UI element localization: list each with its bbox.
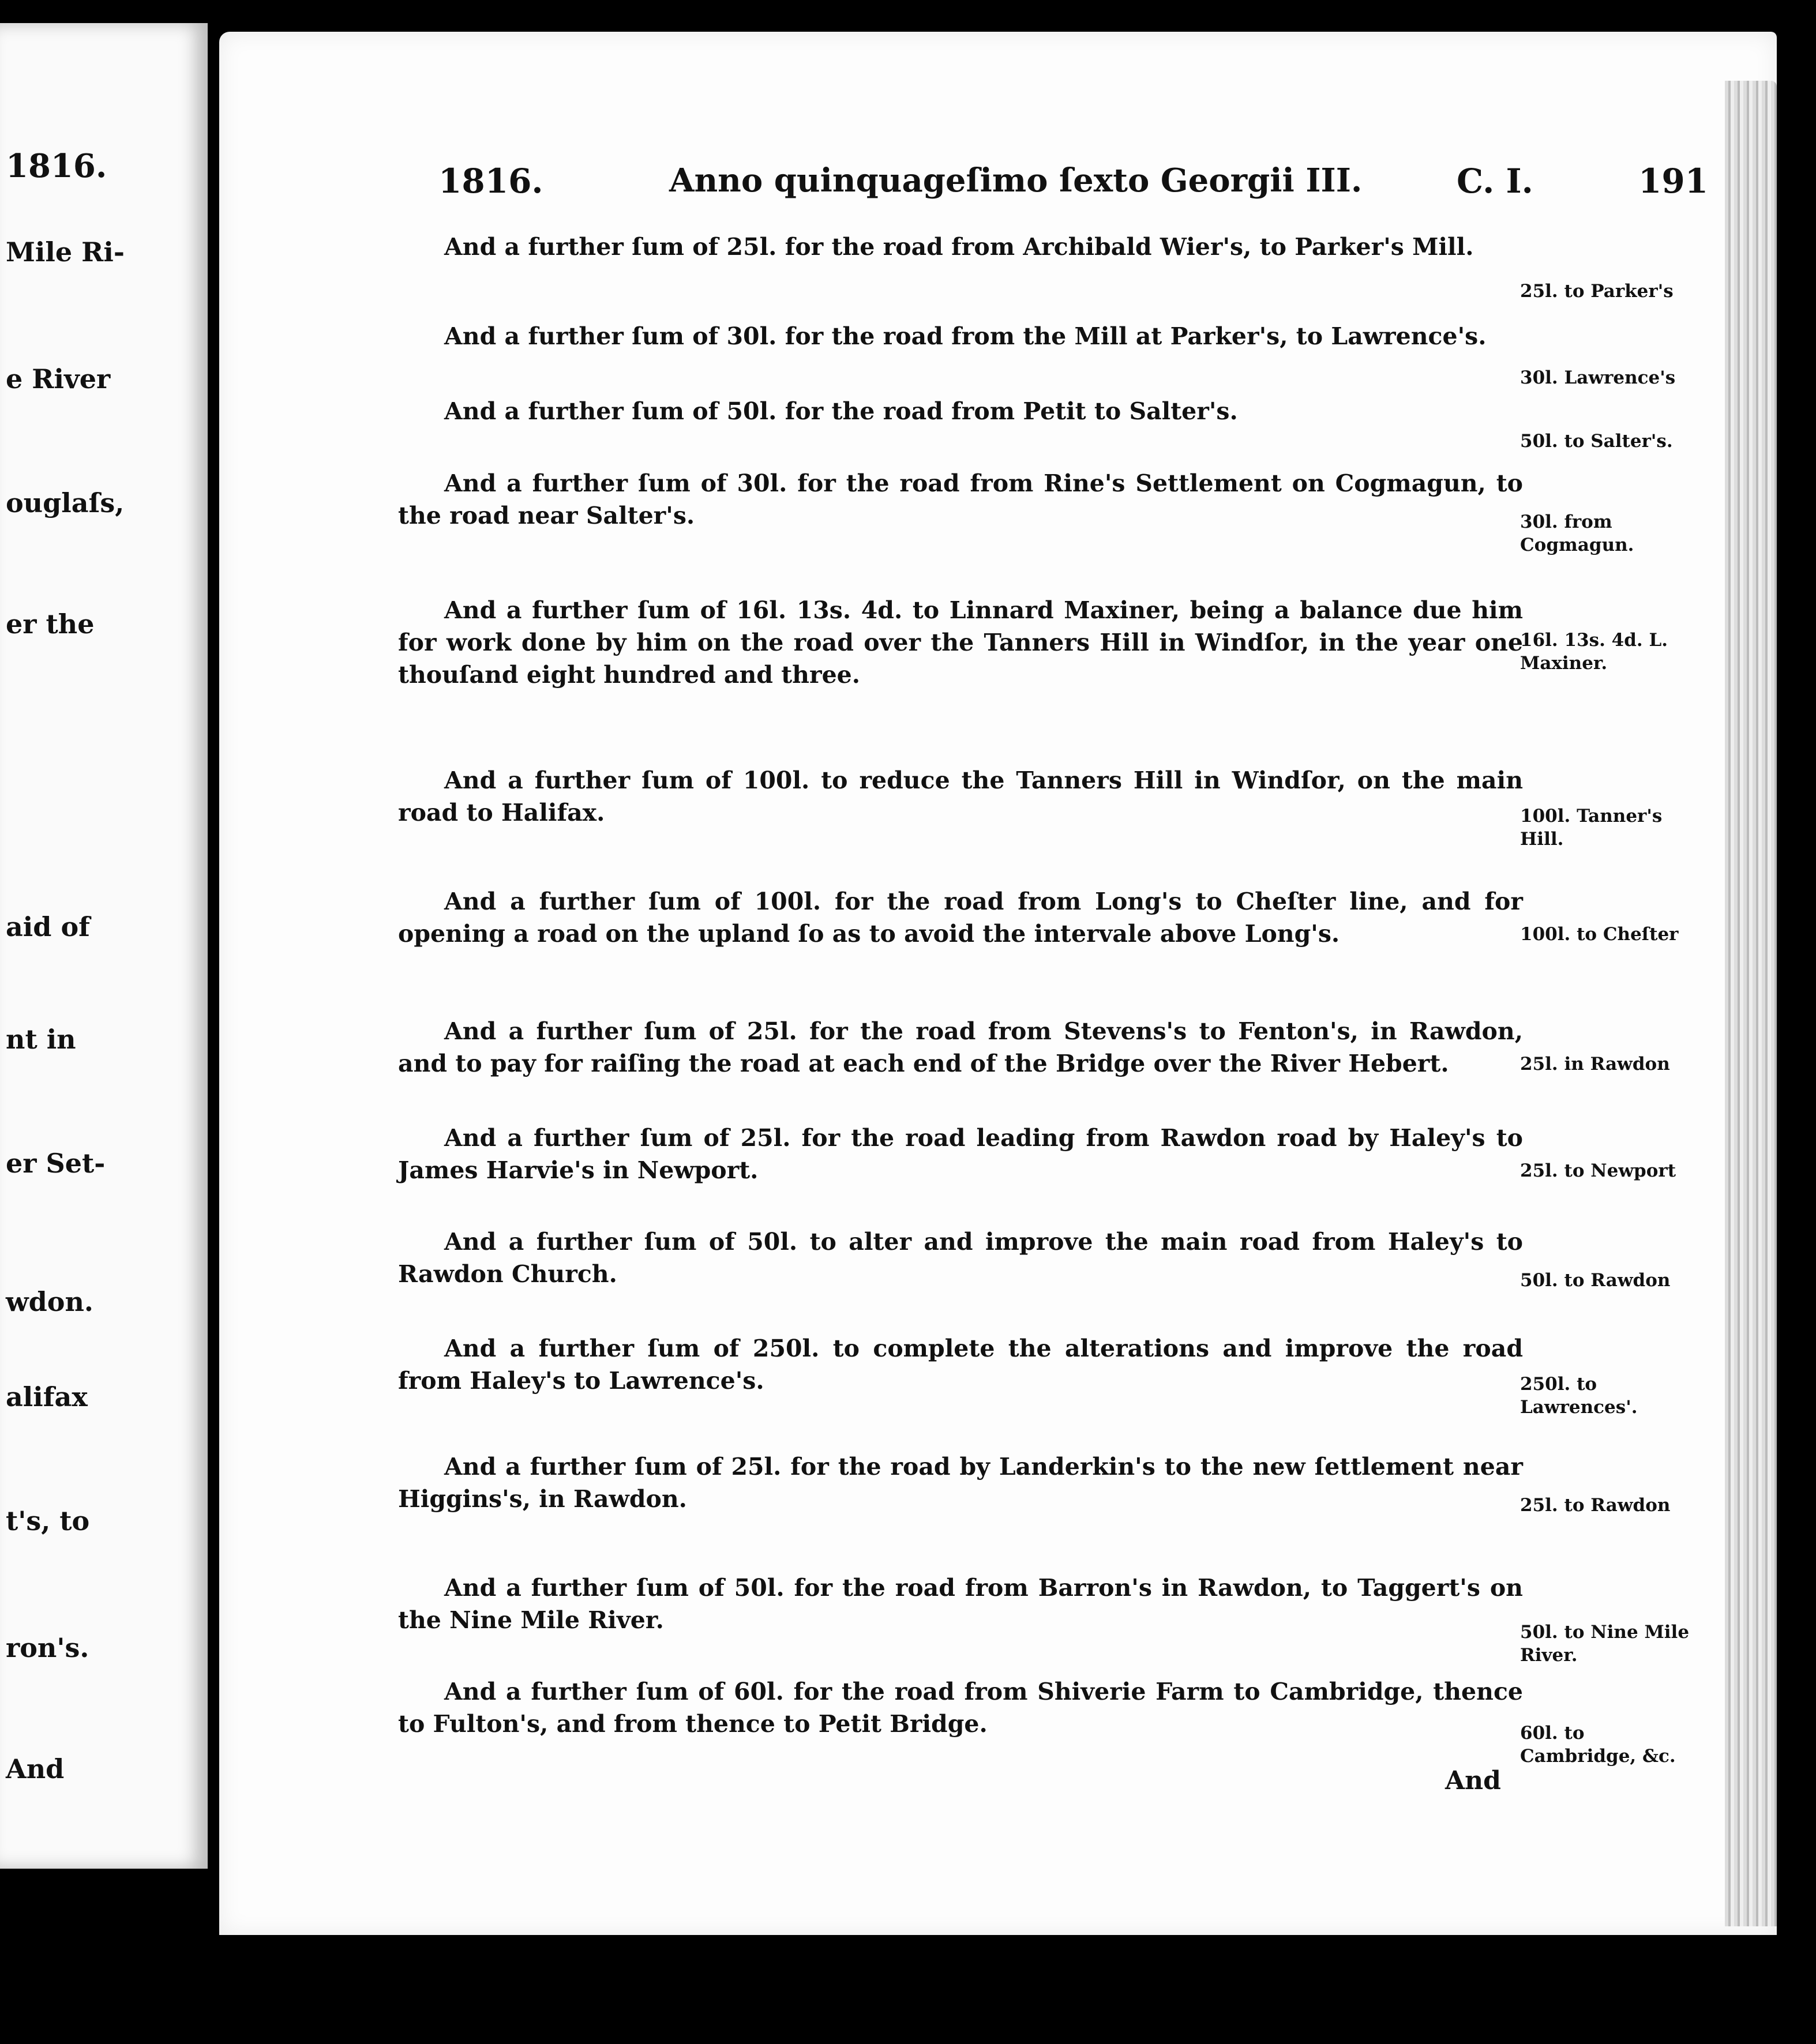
appropriation-entry: And a further ſum of 16l. 13s. 4d. to Linnard Maxiner, being a balance due him for work done by him on the road over the Tanners Hill in Windſor, in the year one thouſand eight hundred and three.	[398, 596, 1523, 689]
left-page-fragment: aid of	[6, 911, 90, 942]
marginal-note: 25l. to Parker's	[1520, 281, 1674, 302]
left-page-fragment: er the	[6, 608, 95, 640]
page-edges	[1725, 81, 1777, 1926]
appropriation-entry: And a further ſum of 60l. for the road from Shiverie Farm to Cambridge, thence to Fulton's, and from thence to Petit Bridge.	[398, 1678, 1523, 1738]
appropriation-entry: And a further ſum of 30l. for the road from the Mill at Parker's, to Lawrence's.	[444, 322, 1487, 350]
marginal-note: 60l. to Cambridge, &c.	[1520, 1723, 1676, 1767]
running-head	[438, 156, 1709, 213]
appropriation-entry: And a further ſum of 25l. for the road from Stevens's to Fenton's, in Rawdon, and to pay for raiſing the road at each end of the Bridge over the River Hebert.	[398, 1017, 1523, 1077]
appropriation-entry: And a further ſum of 100l. to reduce the Tanners Hill in Windſor, on the main road to Halifax.	[398, 766, 1523, 826]
marginal-note: 50l. to Nine Mile River.	[1520, 1622, 1690, 1666]
appropriation-entry: And a further ſum of 50l. for the road from Petit to Salter's.	[444, 397, 1238, 425]
marginal-note: 16l. 13s. 4d. L. Maxiner.	[1520, 630, 1668, 674]
marginal-note: 25l. to Newport	[1520, 1160, 1676, 1181]
left-page-fragment: nt in	[6, 1024, 76, 1055]
appropriation-entry: And a further ſum of 100l. for the road from Long's to Cheſter line, and for opening a road on the upland ſo as to avoid the intervale above Long's.	[398, 888, 1523, 948]
facing-page-fragment	[0, 23, 208, 1869]
left-page-year: 1816.	[6, 147, 107, 185]
catchword: And	[1445, 1766, 1501, 1795]
left-page-fragment: ouglaſs,	[6, 487, 125, 518]
appropriation-entry: And a further ſum of 25l. for the road leading from Rawdon road by Haley's to James Harvie's in Newport.	[398, 1124, 1523, 1184]
appropriation-entry: And a further ſum of 50l. for the road from Barron's in Rawdon, to Taggert's on the Nine Mile River.	[398, 1574, 1523, 1634]
running-head-title: Anno quinquageſimo ſexto Georgii III.	[669, 161, 1363, 200]
left-page-fragment: Mile Ri-	[6, 236, 125, 268]
chapter-number: C. I.	[1457, 161, 1533, 201]
left-page-fragment: er Set-	[6, 1148, 106, 1179]
running-head-year: 1816.	[438, 161, 543, 201]
marginal-note: 100l. to Cheſter	[1520, 924, 1679, 945]
appropriation-entry: And a further ſum of 25l. for the road by Landerkin's to the new ſettlement near Higgins's, in Rawdon.	[398, 1453, 1523, 1513]
appropriation-entry: And a further ſum of 50l. to alter and improve the main road from Haley's to Rawdon Church.	[398, 1228, 1523, 1288]
marginal-note: 30l. from Cogmagun.	[1520, 512, 1634, 555]
marginal-note: 50l. to Salter's.	[1520, 431, 1673, 452]
appropriation-entry: And a further ſum of 30l. for the road from Rine's Settlement on Cogmagun, to the road near Salter's.	[398, 469, 1523, 529]
left-page-fragment: e River	[6, 363, 111, 394]
page-number: 191	[1638, 161, 1709, 201]
appropriation-entry: And a further ſum of 250l. to complete the alterations and improve the road from Haley's to Lawrence's.	[398, 1335, 1523, 1395]
appropriation-entry: And a further ſum of 25l. for the road from Archibald Wier's, to Parker's Mill.	[444, 233, 1474, 261]
left-page-fragment: ron's.	[6, 1632, 89, 1663]
marginal-note: 50l. to Rawdon	[1520, 1270, 1671, 1291]
left-page-fragment: And	[6, 1753, 65, 1784]
marginal-note: 100l. Tanner's Hill.	[1520, 806, 1663, 850]
left-page-fragment: t's, to	[6, 1505, 90, 1536]
marginal-note: 250l. to Lawrences'.	[1520, 1374, 1638, 1418]
left-page-fragment: wdon.	[6, 1286, 93, 1317]
marginal-note: 25l. to Rawdon	[1520, 1495, 1671, 1516]
left-page-fragment: alifax	[6, 1381, 88, 1412]
marginal-note: 25l. in Rawdon	[1520, 1054, 1670, 1074]
marginal-note: 30l. Lawrence's	[1520, 367, 1676, 388]
